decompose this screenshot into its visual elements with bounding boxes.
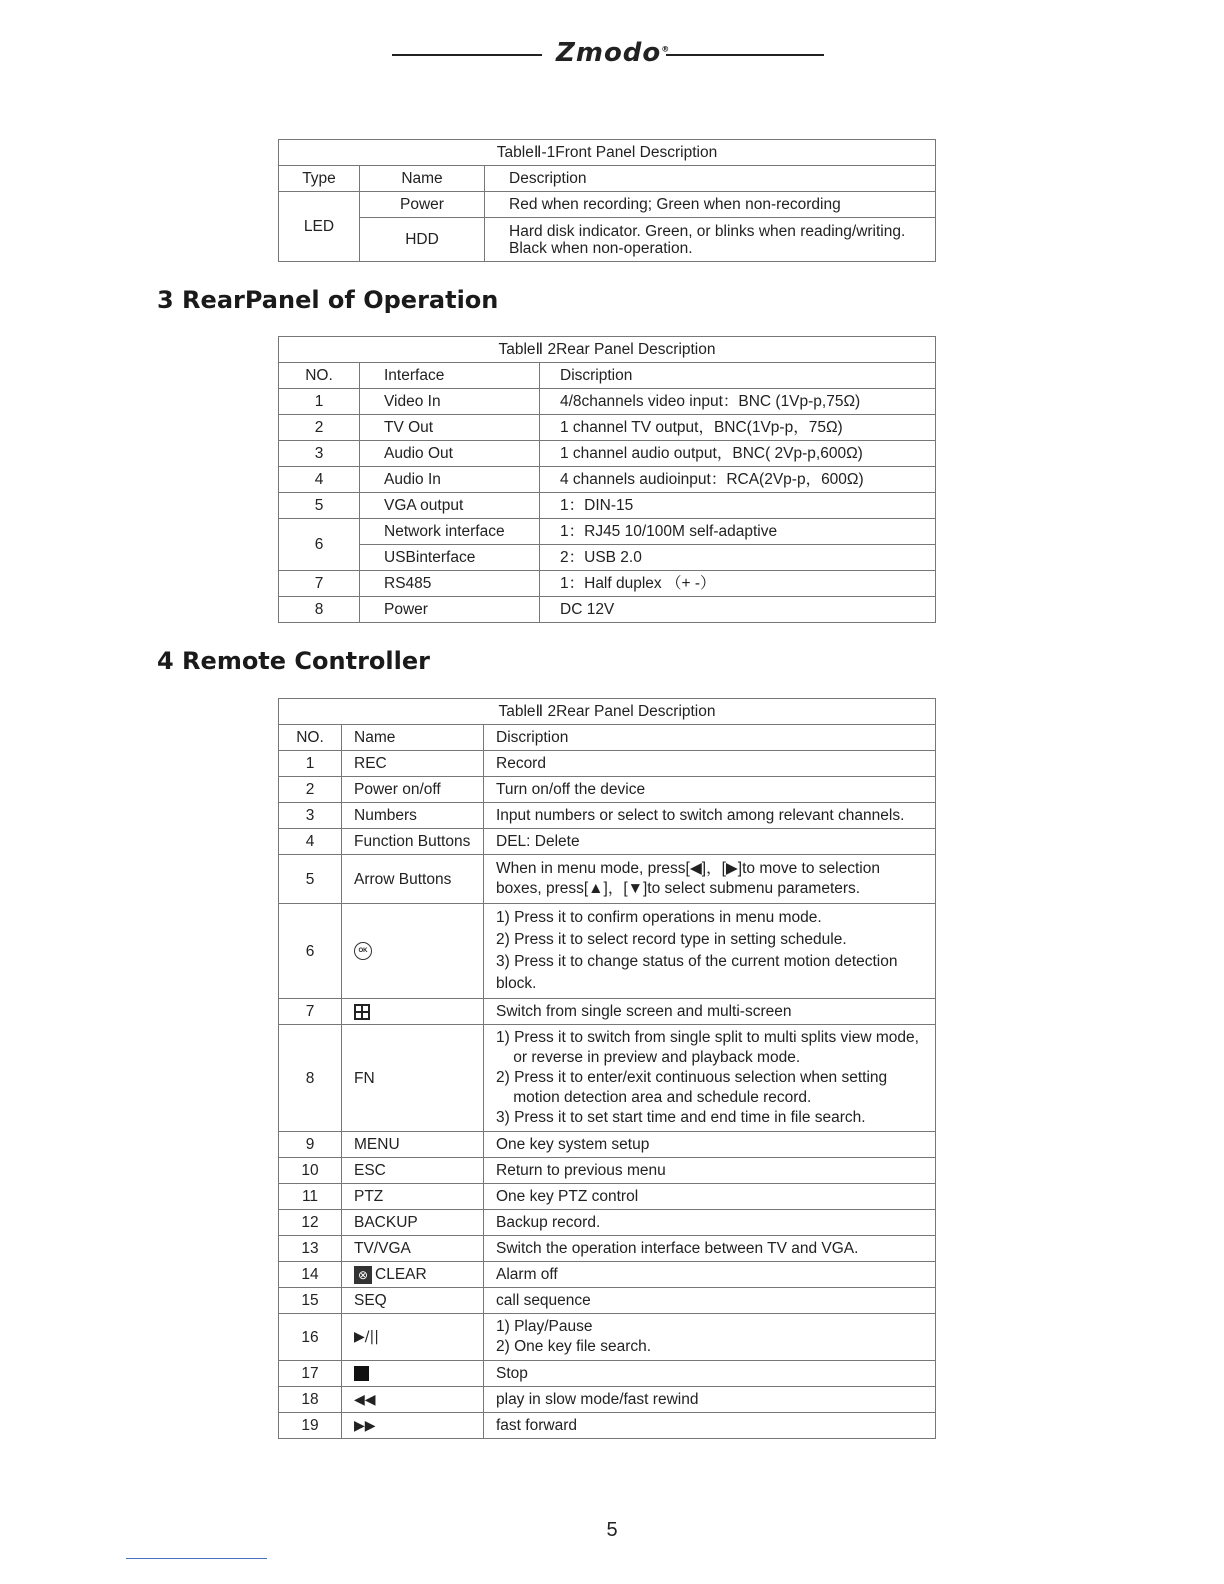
table-row — [279, 545, 936, 571]
interface-name: Audio Out — [360, 441, 540, 467]
button-name: PTZ — [342, 1184, 484, 1210]
column-header-interface: Interface — [360, 363, 540, 389]
row-number: 10 — [279, 1158, 342, 1184]
header-rule-right — [666, 54, 824, 56]
row-number: 9 — [279, 1132, 342, 1158]
table-row — [279, 803, 936, 829]
table-row — [279, 1387, 936, 1413]
table-row — [279, 519, 936, 545]
button-icon-cell — [342, 1361, 484, 1387]
description-cell: Hard disk indicator. Green, or blinks when reading/writing. Black when non-operation. — [485, 218, 936, 262]
play-pause-icon: ▶/|| — [354, 1329, 379, 1345]
row-number: 5 — [279, 493, 360, 519]
interface-description: 4/8channels video input：BNC (1Vp-p,75Ω) — [540, 389, 936, 415]
name-cell: HDD — [360, 218, 485, 262]
table-row — [279, 829, 936, 855]
button-name: Arrow Buttons — [342, 855, 484, 904]
multi-screen-icon — [354, 1004, 370, 1020]
row-number: 5 — [279, 855, 342, 904]
stop-icon — [354, 1366, 369, 1381]
row-number: 6 — [279, 904, 342, 999]
rear-panel-table — [278, 336, 936, 623]
button-name: SEQ — [342, 1288, 484, 1314]
button-description: Turn on/off the device — [484, 777, 936, 803]
button-name: Function Buttons — [342, 829, 484, 855]
button-name: ⊗ CLEAR — [342, 1262, 484, 1288]
row-number: 19 — [279, 1413, 342, 1439]
button-description: DEL: Delete — [484, 829, 936, 855]
button-description: Input numbers or select to switch among relevant channels. — [484, 803, 936, 829]
button-description: 1) Press it to switch from single split to multi splits view mode, or reverse in preview and playback mode. 2) Press it to enter/exit continuous selection when setting motion detection area and schedule record. 3) Press it to set start time and end time in file search. — [484, 1025, 936, 1132]
row-number: 3 — [279, 441, 360, 467]
interface-description: 2：USB 2.0 — [540, 545, 936, 571]
table-row — [279, 1262, 936, 1288]
button-description: Return to previous menu — [484, 1158, 936, 1184]
section-title-rear-panel: 3 RearPanel of Operation — [157, 286, 499, 314]
row-number: 8 — [279, 1025, 342, 1132]
header-rule-left — [392, 54, 542, 56]
button-name: FN — [342, 1025, 484, 1132]
button-description: When in menu mode, press[◀]，[▶]to move to selection boxes, press[▲]，[▼]to select submenu parameters. — [484, 855, 936, 904]
button-name: BACKUP — [342, 1210, 484, 1236]
clear-icon: ⊗ — [354, 1266, 372, 1284]
interface-name: VGA output — [360, 493, 540, 519]
row-number: 7 — [279, 571, 360, 597]
row-number: 14 — [279, 1262, 342, 1288]
button-description: One key system setup — [484, 1132, 936, 1158]
fast-forward-icon: ▶▶ — [354, 1417, 376, 1434]
button-description: Alarm off — [484, 1262, 936, 1288]
row-number: 16 — [279, 1314, 342, 1361]
column-header-type: Type — [279, 166, 360, 192]
description-cell: Red when recording; Green when non-recording — [485, 192, 936, 218]
interface-name: TV Out — [360, 415, 540, 441]
button-description: call sequence — [484, 1288, 936, 1314]
column-header-no: NO. — [279, 363, 360, 389]
interface-description: 1：DIN-15 — [540, 493, 936, 519]
row-number: 11 — [279, 1184, 342, 1210]
button-name: Numbers — [342, 803, 484, 829]
button-name: ESC — [342, 1158, 484, 1184]
button-name: Power on/off — [342, 777, 484, 803]
column-header-discription: Discription — [484, 725, 936, 751]
column-header-description: Description — [485, 166, 936, 192]
table-row — [279, 1236, 936, 1262]
table-row — [279, 1413, 936, 1439]
button-description: play in slow mode/fast rewind — [484, 1387, 936, 1413]
row-number: 8 — [279, 597, 360, 623]
type-cell-led: LED — [279, 192, 360, 262]
row-number: 15 — [279, 1288, 342, 1314]
row-number: 17 — [279, 1361, 342, 1387]
table-row — [279, 1025, 936, 1132]
row-number: 12 — [279, 1210, 342, 1236]
column-header-no: NO. — [279, 725, 342, 751]
front-panel-table-caption: TableⅡ-1Front Panel Description — [279, 140, 936, 166]
page-header — [0, 36, 1224, 76]
row-number: 4 — [279, 829, 342, 855]
button-icon-cell — [342, 1413, 484, 1439]
interface-description: 1：RJ45 10/100M self-adaptive — [540, 519, 936, 545]
interface-description: 1 channel TV output，BNC(1Vp-p，75Ω) — [540, 415, 936, 441]
column-header-discription: Discription — [540, 363, 936, 389]
button-description: Switch the operation interface between TV and VGA. — [484, 1236, 936, 1262]
row-number: 18 — [279, 1387, 342, 1413]
interface-name: Power — [360, 597, 540, 623]
button-description: fast forward — [484, 1413, 936, 1439]
button-icon-cell — [342, 1314, 484, 1361]
button-description: Record — [484, 751, 936, 777]
table-row — [279, 441, 936, 467]
ok-button-icon: OK — [354, 942, 372, 960]
row-number: 1 — [279, 389, 360, 415]
remote-controller-table — [278, 698, 936, 1439]
table-row — [279, 467, 936, 493]
button-icon-cell — [342, 999, 484, 1025]
row-number: 7 — [279, 999, 342, 1025]
interface-name: Audio In — [360, 467, 540, 493]
row-number: 1 — [279, 751, 342, 777]
row-number: 4 — [279, 467, 360, 493]
remote-table-caption: TableⅡ 2Rear Panel Description — [279, 699, 936, 725]
table-row — [279, 855, 936, 904]
table-row — [279, 1210, 936, 1236]
table-row — [279, 1361, 936, 1387]
interface-description: 4 channels audioinput：RCA(2Vp-p，600Ω) — [540, 467, 936, 493]
button-description: Backup record. — [484, 1210, 936, 1236]
table-row — [279, 904, 936, 999]
button-name: MENU — [342, 1132, 484, 1158]
table-row — [279, 415, 936, 441]
table-row — [279, 751, 936, 777]
table-row — [279, 597, 936, 623]
table-row — [279, 1314, 936, 1361]
table-row — [279, 571, 936, 597]
column-header-name: Name — [342, 725, 484, 751]
rear-panel-table-caption: TableⅡ 2Rear Panel Description — [279, 337, 936, 363]
button-name: TV/VGA — [342, 1236, 484, 1262]
rewind-icon: ◀◀ — [354, 1391, 376, 1408]
interface-description: 1 channel audio output，BNC( 2Vp-p,600Ω) — [540, 441, 936, 467]
row-number: 2 — [279, 777, 342, 803]
name-cell: Power — [360, 192, 485, 218]
button-description: 1) Press it to confirm operations in menu mode. 2) Press it to select record type in setting schedule. 3) Press it to change status of the current motion detection block. — [484, 904, 936, 999]
row-number: 2 — [279, 415, 360, 441]
table-row — [279, 1288, 936, 1314]
table-row — [279, 777, 936, 803]
zmodo-logo: Zmodo® — [556, 38, 671, 68]
button-description: Switch from single screen and multi-screen — [484, 999, 936, 1025]
table-row — [279, 999, 936, 1025]
section-title-remote-controller: 4 Remote Controller — [157, 647, 430, 675]
button-icon-cell — [342, 1387, 484, 1413]
button-description: One key PTZ control — [484, 1184, 936, 1210]
interface-description: 1：Half duplex （+ -） — [540, 571, 936, 597]
table-row — [279, 1184, 936, 1210]
interface-name: USBinterface — [360, 545, 540, 571]
interface-name: Video In — [360, 389, 540, 415]
row-number: 13 — [279, 1236, 342, 1262]
row-number: 3 — [279, 803, 342, 829]
page-number: 5 — [606, 1519, 618, 1541]
table-row — [279, 493, 936, 519]
button-description: Stop — [484, 1361, 936, 1387]
interface-description: DC 12V — [540, 597, 936, 623]
row-number: 6 — [279, 519, 360, 571]
button-name: REC — [342, 751, 484, 777]
interface-name: RS485 — [360, 571, 540, 597]
table-row — [279, 1132, 936, 1158]
table-row — [279, 389, 936, 415]
footer-rule — [126, 1558, 267, 1559]
column-header-name: Name — [360, 166, 485, 192]
front-panel-table — [278, 139, 936, 262]
table-row — [279, 1158, 936, 1184]
button-icon-cell — [342, 904, 484, 999]
button-description: 1) Play/Pause 2) One key file search. — [484, 1314, 936, 1361]
interface-name: Network interface — [360, 519, 540, 545]
